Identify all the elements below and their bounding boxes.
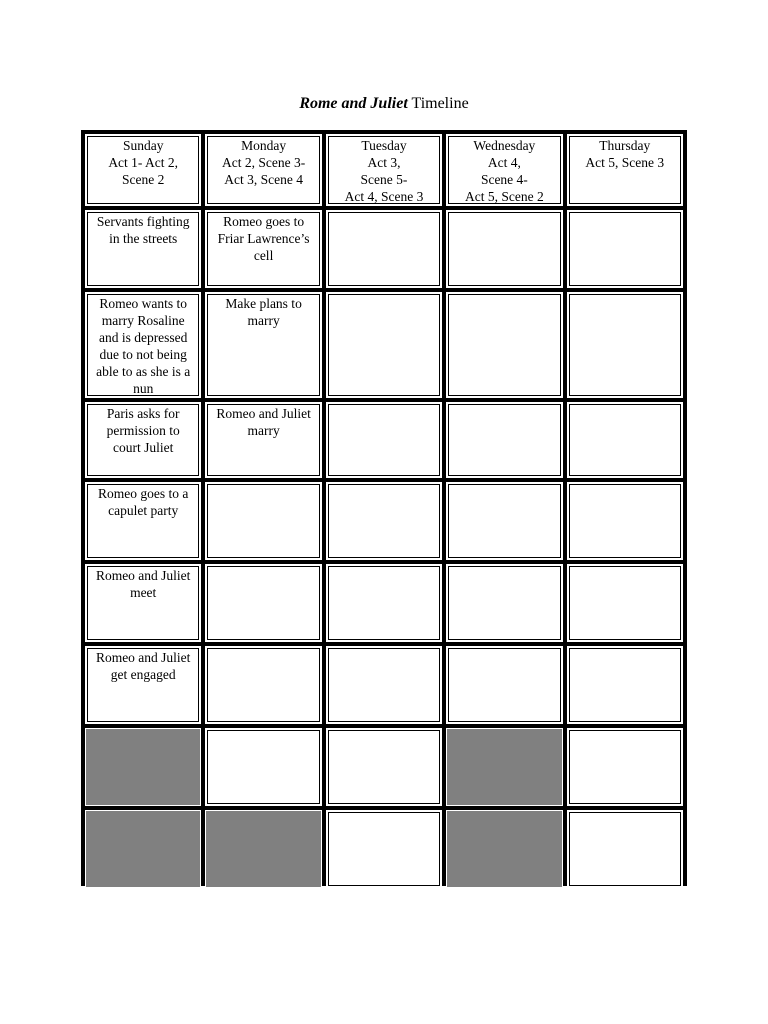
table-cell: [446, 482, 562, 560]
table-cell: Romeo and Juliet get engaged: [85, 646, 201, 724]
page-title: [0, 94, 768, 114]
table-row: [85, 210, 683, 288]
table-cell: [326, 482, 442, 560]
timeline-grid: [81, 130, 687, 886]
table-cell: [446, 402, 562, 478]
table-cell: [446, 564, 562, 642]
table-cell: [326, 210, 442, 288]
table-cell: [567, 402, 683, 478]
table-cell: [326, 564, 442, 642]
header-row: [85, 134, 683, 206]
table-cell: [326, 810, 442, 888]
table-cell: [326, 292, 442, 398]
table-cell: Romeo goes to Friar Lawrence’s cell: [205, 210, 321, 288]
table-row: [85, 810, 683, 888]
table-cell: [446, 646, 562, 724]
table-cell: [205, 482, 321, 560]
table-cell: Romeo and Juliet marry: [205, 402, 321, 478]
column-header-monday: Monday Act 2, Scene 3- Act 3, Scene 4: [205, 134, 321, 206]
table-cell: [326, 402, 442, 478]
column-header-wednesday: Wednesday Act 4, Scene 4- Act 5, Scene 2: [446, 134, 562, 206]
table-cell: [567, 482, 683, 560]
timeline-table: [81, 130, 687, 892]
column-header-sunday: Sunday Act 1- Act 2, Scene 2: [85, 134, 201, 206]
table-cell: [326, 728, 442, 806]
table-cell: [567, 728, 683, 806]
table-cell: Romeo goes to a capulet party: [85, 482, 201, 560]
table-cell: [567, 646, 683, 724]
table-cell: [446, 292, 562, 398]
table-cell: [205, 810, 321, 888]
table-row: [85, 292, 683, 398]
title-suffix: Timeline: [407, 95, 469, 112]
table-cell: [205, 646, 321, 724]
table-cell: [567, 564, 683, 642]
table-cell: Paris asks for permission to court Juliet: [85, 402, 201, 478]
table-cell: Servants fighting in the streets: [85, 210, 201, 288]
table-row: [85, 482, 683, 560]
table-cell: [326, 646, 442, 724]
table-cell: [567, 292, 683, 398]
column-header-thursday: Thursday Act 5, Scene 3: [567, 134, 683, 206]
title-play-name: Rome and Juliet: [299, 95, 408, 112]
table-cell: [85, 810, 201, 888]
table-row: [85, 728, 683, 806]
table-cell: Romeo wants to marry Rosaline and is depressed due to not being able to as she is a nun: [85, 292, 201, 398]
table-cell: [205, 728, 321, 806]
table-cell: Romeo and Juliet meet: [85, 564, 201, 642]
table-row: [85, 646, 683, 724]
table-cell: [446, 210, 562, 288]
table-cell: [567, 210, 683, 288]
table-cell: [567, 810, 683, 888]
table-row: [85, 402, 683, 478]
table-cell: [446, 810, 562, 888]
table-cell: [205, 564, 321, 642]
table-row: [85, 564, 683, 642]
table-cell: [85, 728, 201, 806]
column-header-tuesday: Tuesday Act 3, Scene 5- Act 4, Scene 3: [326, 134, 442, 206]
table-cell: Make plans to marry: [205, 292, 321, 398]
table-cell: [446, 728, 562, 806]
